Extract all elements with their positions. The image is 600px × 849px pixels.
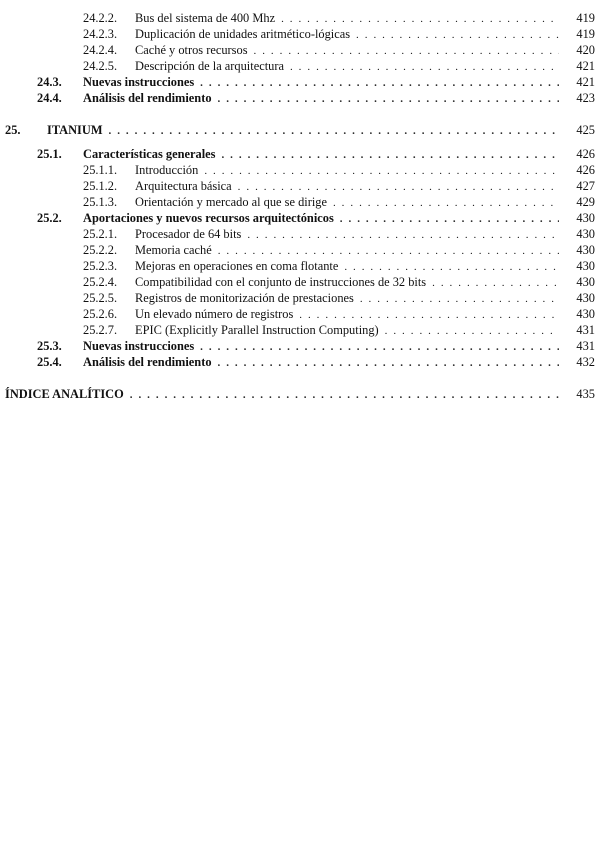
entry-title: Análisis del rendimiento <box>83 91 212 105</box>
entry-page: 421 <box>576 59 595 73</box>
dot-leader <box>290 59 559 75</box>
toc-entry-25-1-2 <box>83 178 595 194</box>
dot-leader <box>109 123 559 139</box>
toc-entry-24-2-4 <box>83 42 595 58</box>
entry-page: 427 <box>576 179 595 193</box>
entry-page: 419 <box>576 27 595 41</box>
dot-leader <box>333 195 559 211</box>
dot-leader <box>221 147 559 163</box>
toc-entry-25-2-6 <box>83 306 595 322</box>
entry-title: Duplicación de unidades aritmético-lógicas <box>135 27 351 41</box>
entry-number: 25.1. <box>37 147 62 161</box>
dot-leader <box>238 179 559 195</box>
chapter-page: 425 <box>576 123 595 137</box>
chapter-title: ITANIUM <box>47 123 103 137</box>
toc-entry-25-2-4 <box>83 274 595 290</box>
dot-leader <box>247 227 559 243</box>
entry-title: Bus del sistema de 400 Mhz <box>135 11 276 25</box>
entry-title: Descripción de la arquitectura <box>135 59 284 73</box>
dot-leader <box>204 163 559 179</box>
toc-index <box>5 386 595 402</box>
dot-leader <box>432 275 559 291</box>
dot-leader <box>218 243 559 259</box>
dot-leader <box>200 339 559 355</box>
dot-leader <box>130 387 559 403</box>
dot-leader <box>218 91 559 107</box>
dot-leader <box>254 43 559 59</box>
dot-leader <box>218 355 559 371</box>
dot-leader <box>200 75 559 91</box>
entry-title: Caché y otros recursos <box>135 43 248 57</box>
entry-page: 426 <box>576 163 595 177</box>
entry-page: 420 <box>576 43 595 57</box>
entry-title: Memoria caché <box>135 243 212 257</box>
entry-page: 430 <box>576 259 595 273</box>
index-title: ÍNDICE ANALÍTICO <box>5 387 124 401</box>
entry-number: 25.1.1. <box>83 163 118 177</box>
entry-title: Características generales <box>83 147 216 161</box>
toc-entry-24-2-3 <box>83 26 595 42</box>
dot-leader <box>385 323 559 339</box>
entry-page: 426 <box>576 147 595 161</box>
toc-entry-24-2-2 <box>83 10 595 26</box>
entry-page: 430 <box>576 243 595 257</box>
toc-entry-25-3 <box>37 338 595 354</box>
entry-title: EPIC (Explicitly Parallel Instruction Computing) <box>135 323 379 337</box>
entry-number: 24.3. <box>37 75 62 89</box>
entry-number: 24.2.5. <box>83 59 118 73</box>
entry-number: 25.2.1. <box>83 227 118 241</box>
entry-number: 25.2. <box>37 211 62 225</box>
entry-number: 25.2.7. <box>83 323 118 337</box>
dot-leader <box>281 11 559 27</box>
entry-page: 430 <box>576 291 595 305</box>
entry-title: Nuevas instrucciones <box>83 339 195 353</box>
entry-title: Registros de monitorización de prestaciones <box>135 291 354 305</box>
entry-page: 432 <box>576 355 595 369</box>
entry-number: 25.2.5. <box>83 291 118 305</box>
toc-entry-25-2-7 <box>83 322 595 338</box>
toc-entry-25-2 <box>37 210 595 226</box>
toc-entry-25-2-1 <box>83 226 595 242</box>
toc-entry-25-1 <box>37 146 595 162</box>
entry-number: 24.2.3. <box>83 27 118 41</box>
entry-number: 25.1.2. <box>83 179 118 193</box>
entry-title: Mejoras en operaciones en coma flotante <box>135 259 339 273</box>
entry-number: 25.1.3. <box>83 195 118 209</box>
entry-number: 24.2.2. <box>83 11 118 25</box>
toc-entry-25-2-2 <box>83 242 595 258</box>
entry-page: 431 <box>576 323 595 337</box>
toc-entry-25-2-3 <box>83 258 595 274</box>
entry-title: Compatibilidad con el conjunto de instrucciones de 32 bits <box>135 275 427 289</box>
toc-entry-25-2-5 <box>83 290 595 306</box>
entry-page: 430 <box>576 307 595 321</box>
entry-number: 24.4. <box>37 91 62 105</box>
toc-entry-25-1-3 <box>83 194 595 210</box>
entry-title: Introducción <box>135 163 199 177</box>
entry-page: 430 <box>576 227 595 241</box>
entry-title: Procesador de 64 bits <box>135 227 242 241</box>
entry-title: Análisis del rendimiento <box>83 355 212 369</box>
entry-number: 25.2.2. <box>83 243 118 257</box>
entry-page: 429 <box>576 195 595 209</box>
dot-leader <box>360 291 559 307</box>
dot-leader <box>340 211 559 227</box>
toc-entry-24-2-5 <box>83 58 595 74</box>
entry-title: Nuevas instrucciones <box>83 75 195 89</box>
entry-title: Aportaciones y nuevos recursos arquitectónicos <box>83 211 334 225</box>
dot-leader <box>344 259 559 275</box>
toc-entry-24-3 <box>37 74 595 90</box>
toc-chapter-25 <box>5 122 595 138</box>
entry-page: 423 <box>576 91 595 105</box>
chapter-number: 25. <box>5 123 21 137</box>
entry-title: Arquitectura básica <box>135 179 232 193</box>
entry-title: Un elevado número de registros <box>135 307 294 321</box>
entry-page: 430 <box>576 211 595 225</box>
entry-number: 25.2.6. <box>83 307 118 321</box>
entry-page: 430 <box>576 275 595 289</box>
dot-leader <box>356 27 559 43</box>
index-page: 435 <box>576 387 595 401</box>
toc-entry-25-1-1 <box>83 162 595 178</box>
toc-entry-25-4 <box>37 354 595 370</box>
entry-page: 421 <box>576 75 595 89</box>
entry-page: 419 <box>576 11 595 25</box>
entry-page: 431 <box>576 339 595 353</box>
entry-number: 25.4. <box>37 355 62 369</box>
entry-number: 25.3. <box>37 339 62 353</box>
toc-entry-24-4 <box>37 90 595 106</box>
entry-number: 25.2.3. <box>83 259 118 273</box>
entry-number: 25.2.4. <box>83 275 118 289</box>
entry-number: 24.2.4. <box>83 43 118 57</box>
entry-title: Orientación y mercado al que se dirige <box>135 195 327 209</box>
dot-leader <box>299 307 559 323</box>
